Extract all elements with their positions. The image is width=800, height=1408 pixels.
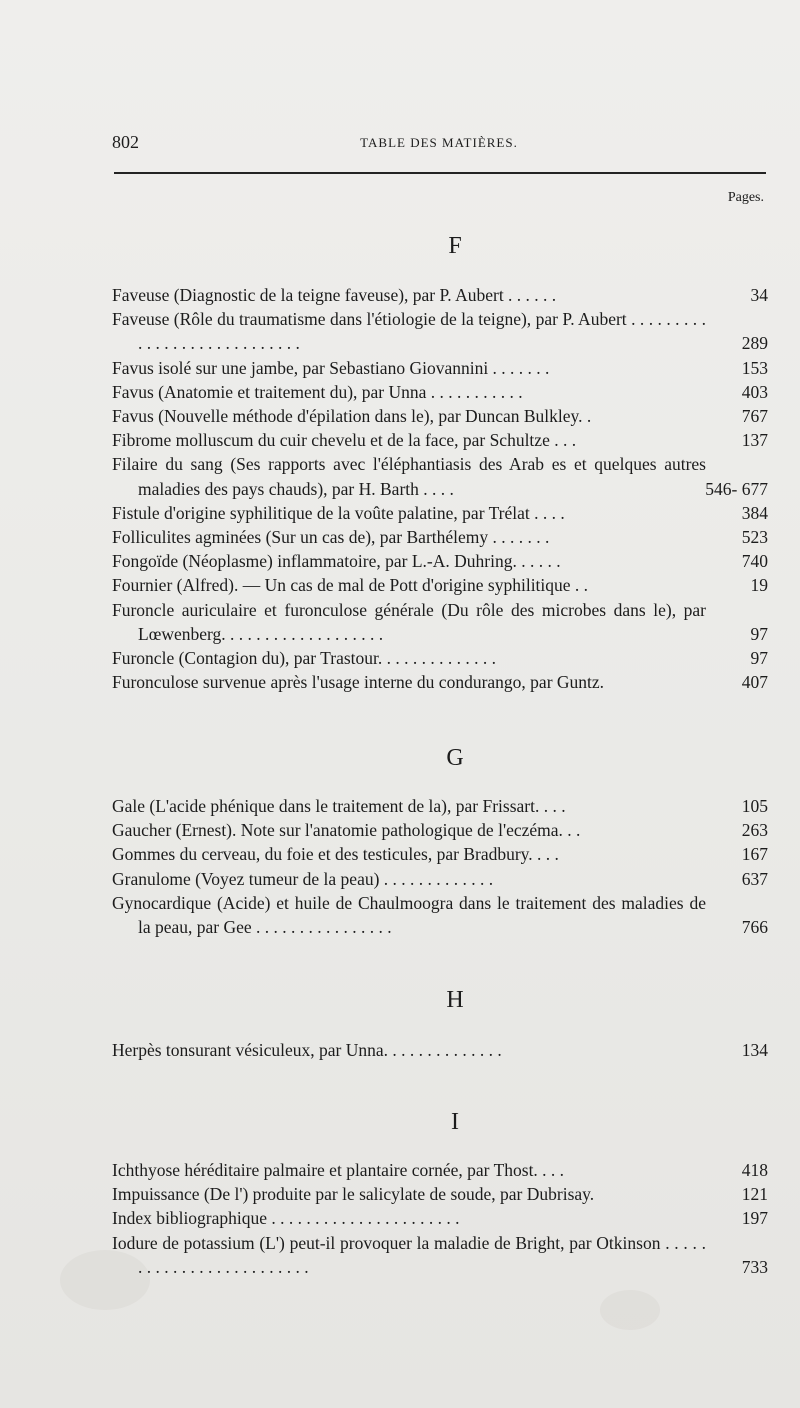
- entry-text: Impuissance (De l') produite par le salicylate de soude, par Dubrisay.: [112, 1184, 595, 1205]
- entry-text: Herpès tonsurant vésiculeux, par Unna. . . . . . . . . . . . . .: [112, 1040, 502, 1060]
- entry-text: Furoncle auriculaire et furonculose générale (Du rôle des microbes dans le), par Lœwenberg. . . . . . . . . . . . . . . . . . .: [112, 599, 706, 644]
- page-ref: 97: [750, 623, 768, 644]
- entry-text: Iodure de potassium (L') peut-il provoquer la maladie de Bright, par Otkinson . . . . . . . . . . . . . . . . . . . . . . . . .: [112, 1232, 706, 1277]
- section-letter: G: [446, 745, 464, 771]
- entry-text: Favus isolé sur une jambe, par Sebastiano Giovannini . . . . . . .: [112, 357, 550, 378]
- entry-text: Faveuse (Rôle du traumatisme dans l'étiologie de la teigne), par P. Aubert . . . . . . . . . . . . . . . . . . . . . . . . . . . .: [112, 309, 706, 354]
- page-ref: 263: [741, 820, 768, 841]
- page-ref: 637: [741, 868, 768, 889]
- page-ref: 384: [741, 502, 768, 523]
- page-ref: 97: [750, 648, 768, 669]
- page-ref: 137: [741, 430, 768, 451]
- page-header: [112, 132, 766, 156]
- entry-text: Favus (Nouvelle méthode d'épilation dans le), par Duncan Bulkley. .: [112, 406, 592, 427]
- section-h: [112, 986, 768, 1062]
- index-entry: [112, 842, 768, 866]
- page-ref: 197: [741, 1208, 768, 1229]
- index-entry: [112, 404, 768, 428]
- entry-text: Fibrome molluscum du cuir chevelu et de la face, par Schultze . . .: [112, 430, 577, 451]
- page-ref: 766: [741, 917, 768, 938]
- index-entry: [112, 1231, 768, 1279]
- page-ref: 19: [750, 575, 768, 596]
- page-ref: 767: [741, 406, 768, 427]
- entry-text: Filaire du sang (Ses rapports avec l'éléphantiasis des Arab es et quelques autres maladies des pays chauds), par H. Barth . . . .: [112, 454, 706, 499]
- index-entry: [112, 356, 768, 380]
- entry-text: Folliculites agminées (Sur un cas de), par Barthélemy . . . . . . .: [112, 527, 550, 548]
- page-ref: 167: [741, 844, 768, 865]
- page-ref: 105: [741, 796, 768, 816]
- paper-stain: [600, 1290, 660, 1330]
- index-entry: [112, 283, 768, 307]
- entry-text: Granulome (Voyez tumeur de la peau) . . . . . . . . . . . . .: [112, 868, 494, 889]
- section-g: [112, 744, 768, 939]
- index-entry: [112, 380, 768, 404]
- index-entry: [112, 891, 768, 939]
- entry-text: Faveuse (Diagnostic de la teigne faveuse), par P. Aubert . . . . . .: [112, 285, 557, 305]
- index-entry: [112, 1158, 768, 1182]
- page-ref: 733: [741, 1256, 768, 1277]
- entry-list: [112, 794, 768, 939]
- page-ref: 407: [741, 672, 768, 693]
- entry-list: [112, 1038, 768, 1062]
- index-entry: [112, 525, 768, 549]
- index-entry: [112, 573, 768, 597]
- page-ref: 418: [741, 1160, 768, 1180]
- index-entry: [112, 646, 768, 670]
- page-ref: 153: [741, 357, 768, 378]
- index-entry: [112, 501, 768, 525]
- page-ref: 34: [750, 285, 768, 305]
- entry-text: Fistule d'origine syphilitique de la voûte palatine, par Trélat . . . .: [112, 502, 565, 523]
- page-ref: 403: [741, 381, 768, 402]
- entry-text: Furonculose survenue après l'usage interne du condurango, par Guntz.: [112, 672, 605, 693]
- entry-text: Index bibliographique . . . . . . . . . . . . . . . . . . . . . .: [112, 1208, 460, 1229]
- entry-text: Gommes du cerveau, du foie et des testicules, par Bradbury. . . .: [112, 844, 559, 865]
- section-letter: I: [451, 1109, 459, 1135]
- page-ref: 546- 677: [705, 478, 768, 499]
- entry-list: [112, 283, 768, 694]
- index-entry: [112, 818, 768, 842]
- pages-column-label: Pages.: [727, 190, 764, 205]
- section-i: [112, 1108, 768, 1279]
- page-number: 802: [112, 132, 139, 152]
- page-ref: 134: [741, 1040, 768, 1060]
- index-entry: [112, 428, 768, 452]
- section-f: [112, 232, 768, 694]
- section-letter: F: [448, 233, 462, 259]
- entry-list: [112, 1158, 768, 1279]
- entry-text: Gale (L'acide phénique dans le traitement de la), par Frissart. . . .: [112, 796, 566, 816]
- entry-text: Ichthyose héréditaire palmaire et plantaire cornée, par Thost. . . .: [112, 1160, 565, 1180]
- page-ref: 121: [741, 1184, 768, 1205]
- entry-text: Fongoïde (Néoplasme) inflammatoire, par L.-A. Duhring. . . . . .: [112, 551, 561, 572]
- index-entry: [112, 1182, 768, 1206]
- index-entry: [112, 307, 768, 355]
- index-entry: [112, 867, 768, 891]
- entry-text: Gaucher (Ernest). Note sur l'anatomie pathologique de l'eczéma. . .: [112, 820, 581, 841]
- entry-text: Gynocardique (Acide) et huile de Chaulmoogra dans le traitement des maladies de la peau, par Gee . . . . . . . . . . . . . . . .: [112, 892, 706, 938]
- index-entry: [112, 670, 768, 694]
- entry-text: Favus (Anatomie et traitement du), par Unna . . . . . . . . . . .: [112, 381, 523, 402]
- entry-text: Fournier (Alfred). — Un cas de mal de Pott d'origine syphilitique . .: [112, 575, 589, 596]
- index-entry: [112, 794, 768, 818]
- index-entry: [112, 452, 768, 500]
- index-entry: [112, 1206, 768, 1230]
- page-ref: 740: [741, 551, 768, 572]
- header-rule: [114, 172, 766, 174]
- entry-text: Furoncle (Contagion du), par Trastour. . . . . . . . . . . . . .: [112, 648, 497, 669]
- index-entry: [112, 549, 768, 573]
- index-entry: [112, 598, 768, 646]
- page-ref: 523: [741, 527, 768, 548]
- index-entry: [112, 1038, 768, 1062]
- page-ref: 289: [741, 333, 768, 354]
- running-title: TABLE DES MATIÈRES.: [360, 135, 518, 150]
- section-letter: H: [446, 987, 464, 1013]
